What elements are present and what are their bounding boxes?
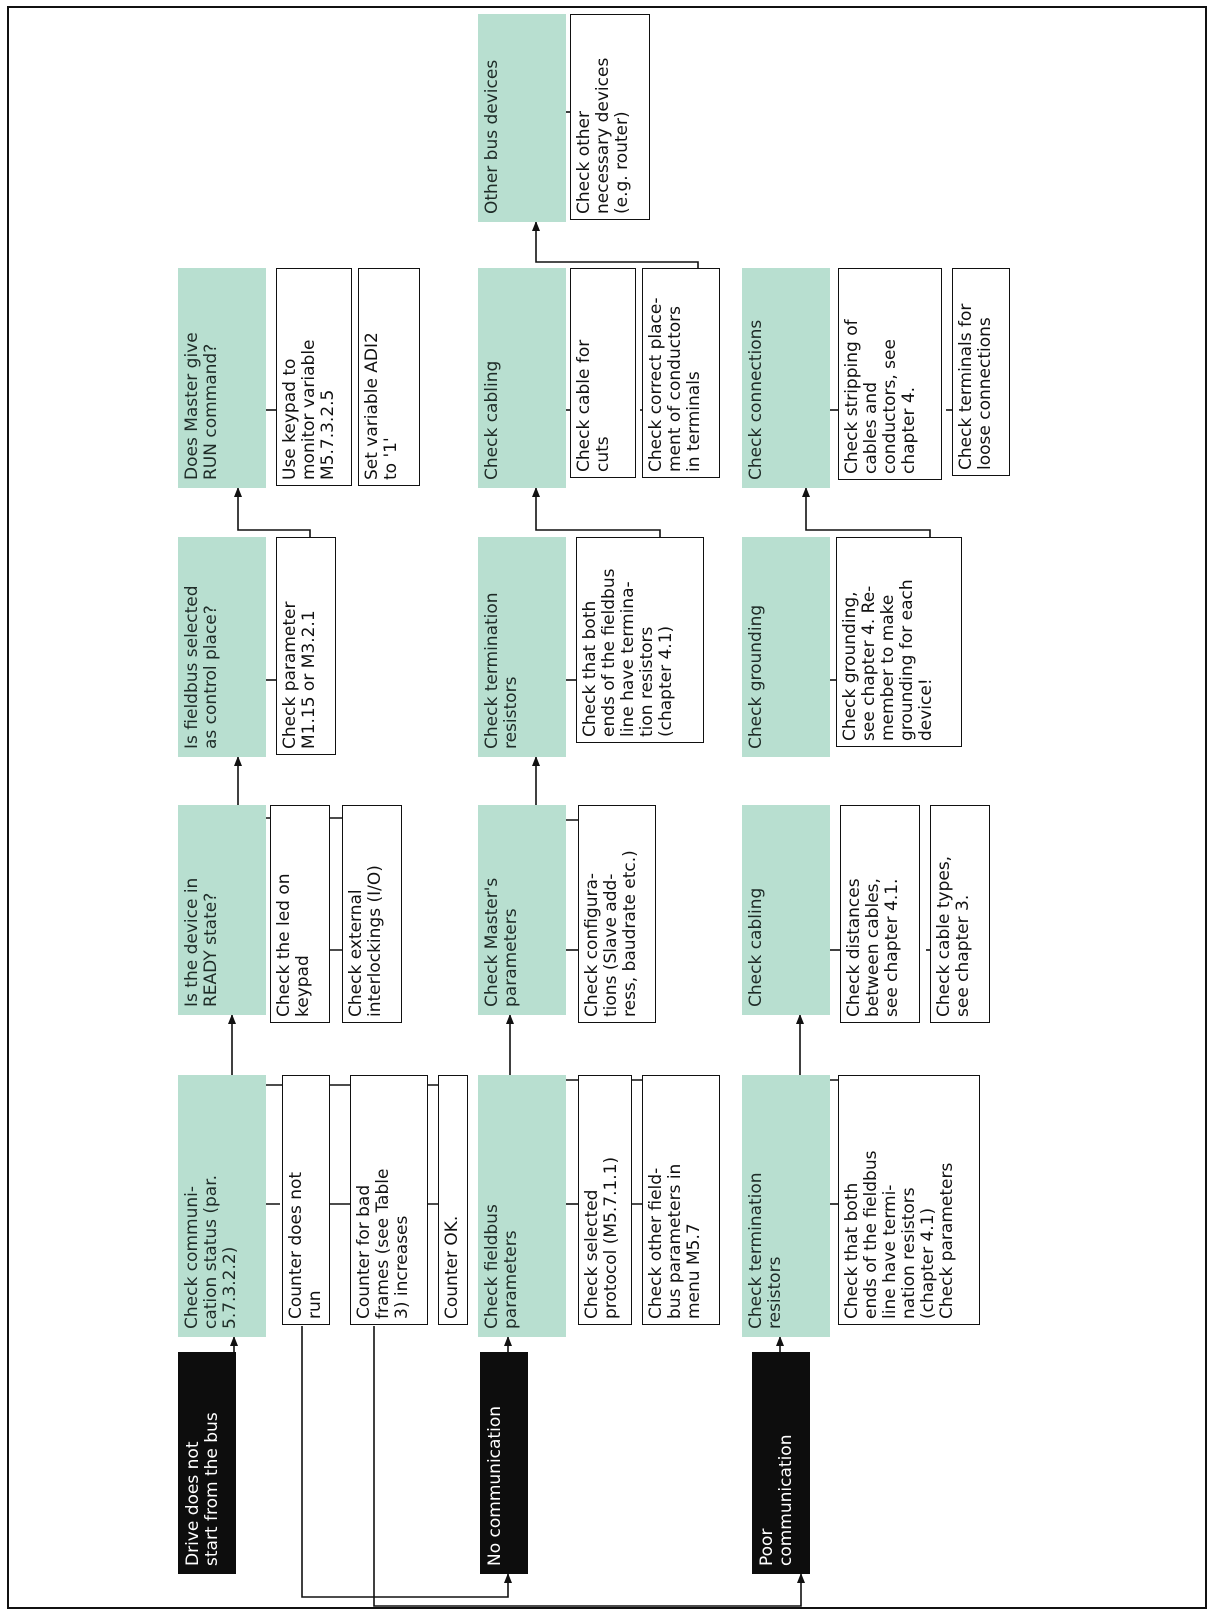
check-cable-types: Check cable types, see chapter 3. [930,805,990,1023]
check-configurations: Check configura- tions (Slave add- ress, baudrate etc.) [578,805,656,1023]
counter-bad-frames: Counter for bad frames (see Table 3) increases [350,1075,428,1325]
check-both-ends-2: Check that both ends of the fieldbus line have termi- nation resistors (chapter 4.1) Check parameters [838,1075,980,1325]
is-device-ready: Is the device in READY state? [178,805,266,1015]
check-termination-resistors-2: Check termination resistors [742,1075,830,1337]
counter-not-run: Counter does not run [282,1075,330,1325]
check-conductor-placement: Check correct place- ment of conductors in terminals [642,268,720,478]
does-master-give-run: Does Master give RUN command? [178,268,266,488]
check-selected-protocol: Check selected protocol (M5.7.1.1) [578,1075,632,1325]
check-cabling: Check cabling [478,268,566,488]
start-poor-communication: Poor communication [752,1352,810,1574]
check-other-fieldbus-params: Check other field- bus parameters in menu M5.7 [642,1075,720,1325]
other-bus-devices: Other bus devices [478,14,566,222]
check-both-ends: Check that both ends of the fieldbus line have termina- tion resistors (chapter 4.1) [576,537,704,743]
check-cable-cuts: Check cable for cuts [570,268,636,478]
check-connections: Check connections [742,268,830,488]
check-termination-resistors: Check termination resistors [478,537,566,757]
check-grounding-detail: Check grounding, see chapter 4. Re- member to make grounding for each device! [836,537,962,747]
check-grounding: Check grounding [742,537,830,757]
check-comm-status: Check communi- cation status (par. 5.7.3.2.2) [178,1075,266,1337]
check-interlockings: Check external interlockings (I/O) [342,805,402,1023]
start-no-communication: No communication [480,1352,528,1574]
check-master-params: Check Master's parameters [478,805,566,1015]
check-parameter: Check parameter M1.15 or M3.2.1 [276,537,336,755]
check-cabling-2: Check cabling [742,805,830,1015]
check-distances: Check distances between cables, see chapter 4.1. [840,805,920,1023]
is-fieldbus-selected: Is fieldbus selected as control place? [178,537,266,757]
counter-ok: Counter OK. [438,1075,468,1325]
check-fieldbus-params: Check fieldbus parameters [478,1075,566,1337]
check-terminals: Check terminals for loose connections [952,268,1010,476]
check-other-devices: Check other necessary devices (e.g. router) [570,14,650,220]
use-keypad: Use keypad to monitor variable M5.7.3.2.5 [276,268,352,486]
start-drive-not-start: Drive does not start from the bus [178,1352,236,1574]
set-adi2: Set variable ADI2 to '1' [358,268,420,486]
check-stripping: Check stripping of cables and conductors, see chapter 4. [838,268,942,480]
check-led: Check the led on keypad [270,805,330,1023]
